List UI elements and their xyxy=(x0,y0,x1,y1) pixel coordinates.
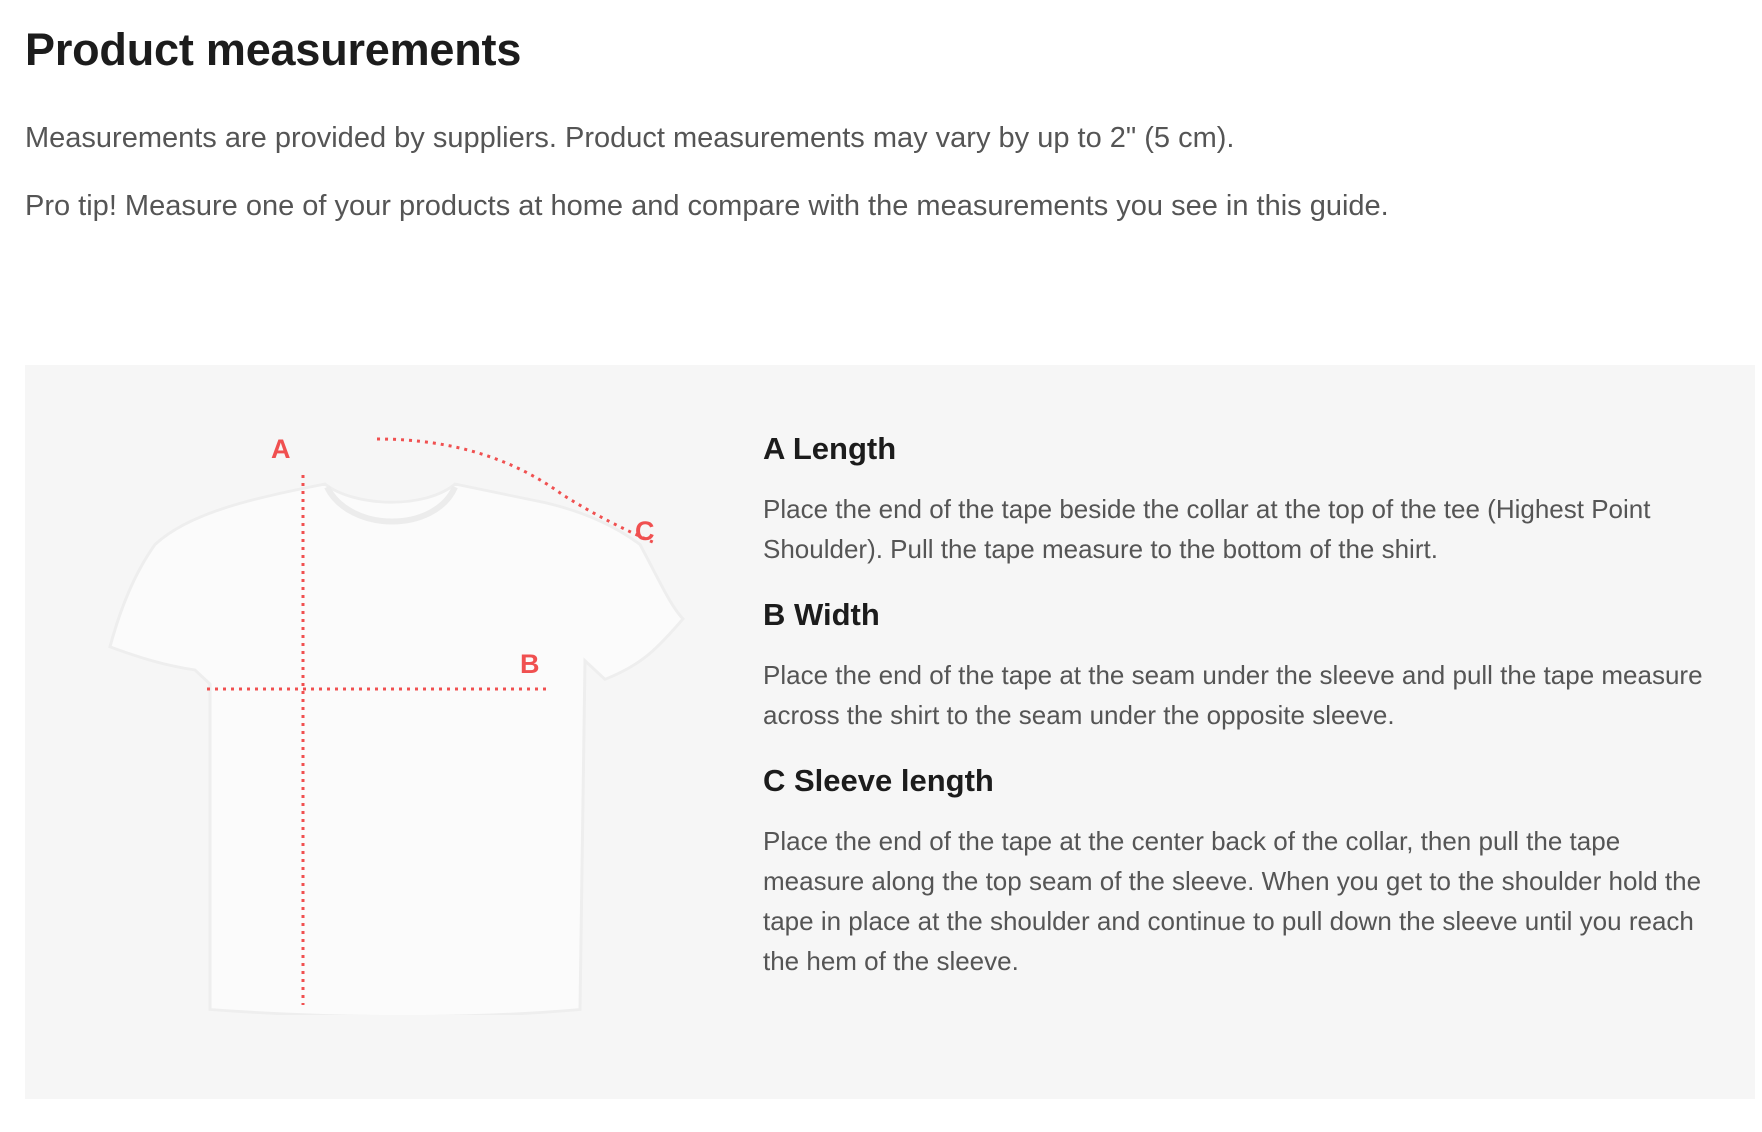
page-title: Product measurements xyxy=(25,24,522,75)
measurement-guide-panel xyxy=(25,365,1755,1099)
label-a: A xyxy=(271,434,291,464)
step-length xyxy=(763,431,1723,569)
step-title: B Width xyxy=(763,597,880,632)
step-description: Place the end of the tape at the center back of the collar, then pull the tape measure along the top seam of the sleeve. When you get to the shoulder hold the tape in place at the shoulder and continue to pull down the sleeve until you reach the hem of the sleeve. xyxy=(763,826,1702,976)
supplier-note: Measurements are provided by suppliers. Product measurements may vary by up to 2" (5 cm). xyxy=(25,122,1235,154)
tshirt-shape xyxy=(110,484,683,1015)
tshirt-measurement-illustration xyxy=(95,415,735,1015)
label-b: B xyxy=(520,649,540,679)
step-title: C Sleeve length xyxy=(763,763,994,798)
tshirt-diagram xyxy=(95,415,735,1015)
measurement-steps xyxy=(763,431,1723,1009)
step-width xyxy=(763,597,1723,735)
pro-tip: Pro tip! Measure one of your products at home and compare with the measurements you see in this guide. xyxy=(25,190,1389,222)
step-description: Place the end of the tape beside the collar at the top of the tee (Highest Point Shoulder). Pull the tape measure to the bottom of the shirt. xyxy=(763,494,1651,564)
step-description: Place the end of the tape at the seam under the sleeve and pull the tape measure across the shirt to the seam under the opposite sleeve. xyxy=(763,660,1703,730)
step-title: A Length xyxy=(763,431,897,466)
label-c: C xyxy=(635,516,655,546)
step-sleeve-length xyxy=(763,763,1723,981)
